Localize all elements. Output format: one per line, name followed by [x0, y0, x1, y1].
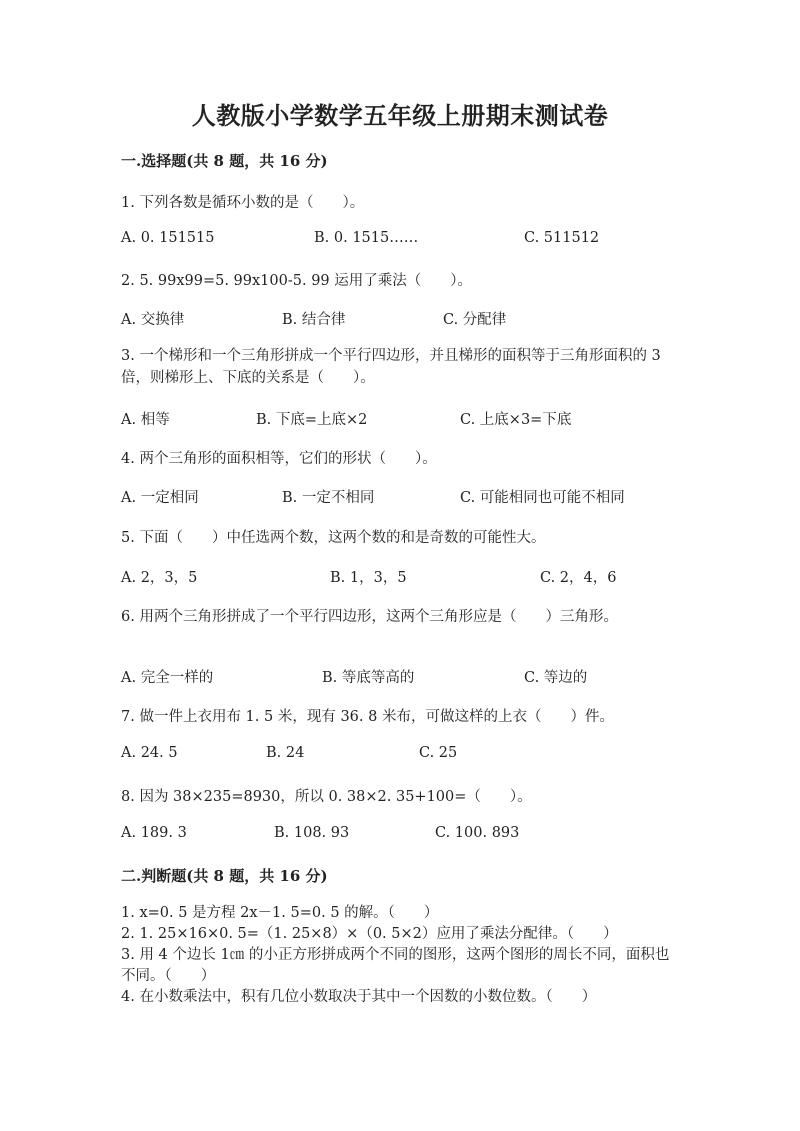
question-3-stem: 3. 一个梯形和一个三角形拼成一个平行四边形，并且梯形的面积等于三角形面积的 3 倍，则梯形上、下底的关系是（ ）。 [121, 348, 661, 386]
question-1-option-b: B. 0. 1515…… [314, 230, 419, 246]
true-false-item-1: 1. x=0. 5 是方程 2x－1. 5=0. 5 的解。（ ） [121, 905, 439, 921]
question-3-option-c: C. 上底×3=下底 [460, 412, 572, 428]
question-6-option-a: A. 完全一样的 [121, 670, 214, 686]
true-false-item-3: 3. 用 4 个边长 1㎝ 的小正方形拼成两个不同的图形，这两个图形的周长不同，面积也不同。（ ） [121, 947, 670, 984]
question-2-option-a: A. 交换律 [121, 312, 185, 328]
question-4-option-c: C. 可能相同也可能不相同 [460, 490, 625, 506]
question-8-option-a: A. 189. 3 [121, 825, 187, 841]
question-6-option-c: C. 等边的 [524, 670, 588, 686]
question-7-stem: 7. 做一件上衣用布 1. 5 米，现有 36. 8 米布，可做这样的上衣（ ）件。 [121, 709, 614, 725]
question-5-option-c: C. 2，4，6 [540, 570, 617, 586]
question-2-stem: 2. 5. 99x99=5. 99x100-5. 99 运用了乘法（ ）。 [121, 273, 473, 289]
question-5-option-b: B. 1，3，5 [330, 570, 407, 586]
question-2-option-b: B. 结合律 [282, 312, 346, 328]
question-1-stem: 1. 下列各数是循环小数的是（ ）。 [121, 195, 365, 211]
question-8-stem: 8. 因为 38×235=8930，所以 0. 38×2. 35+100=（ ）。 [121, 789, 532, 805]
question-8-option-c: C. 100. 893 [435, 825, 520, 841]
question-1-option-a: A. 0. 151515 [121, 230, 215, 246]
true-false-item-4: 4. 在小数乘法中，积有几位小数取决于其中一个因数的小数位数。（ ） [121, 989, 597, 1005]
question-6-stem: 6. 用两个三角形拼成了一个平行四边形，这两个三角形应是（ ）三角形。 [121, 609, 618, 625]
true-false-item-2: 2. 1. 25×16×0. 5=（1. 25×8）×（0. 5×2）应用了乘法分配律。（ ） [121, 926, 618, 942]
question-5-option-a: A. 2，3，5 [121, 570, 198, 586]
question-7-option-c: C. 25 [419, 745, 458, 761]
question-3-option-b: B. 下底=上底×2 [256, 412, 368, 428]
question-7-option-b: B. 24 [266, 745, 305, 761]
section-heading-multiple-choice: 一.选择题(共 8 题，共 16 分) [121, 152, 328, 170]
question-4-stem: 4. 两个三角形的面积相等，它们的形状（ ）。 [121, 451, 437, 467]
question-7-option-a: A. 24. 5 [121, 745, 178, 761]
page-title: 人教版小学数学五年级上册期末测试卷 [191, 101, 609, 130]
question-3-option-a: A. 相等 [121, 412, 170, 428]
question-8-option-b: B. 108. 93 [274, 825, 350, 841]
question-1-option-c: C. 511512 [524, 230, 600, 246]
question-5-stem: 5. 下面（ ）中任选两个数，这两个数的和是奇数的可能性大。 [121, 530, 546, 546]
question-6-option-b: B. 等底等高的 [322, 670, 415, 686]
section-heading-true-false: 二.判断题(共 8 题，共 16 分) [121, 867, 328, 885]
question-4-option-b: B. 一定不相同 [282, 490, 375, 506]
question-2-option-c: C. 分配律 [443, 312, 507, 328]
question-4-option-a: A. 一定相同 [121, 490, 199, 506]
